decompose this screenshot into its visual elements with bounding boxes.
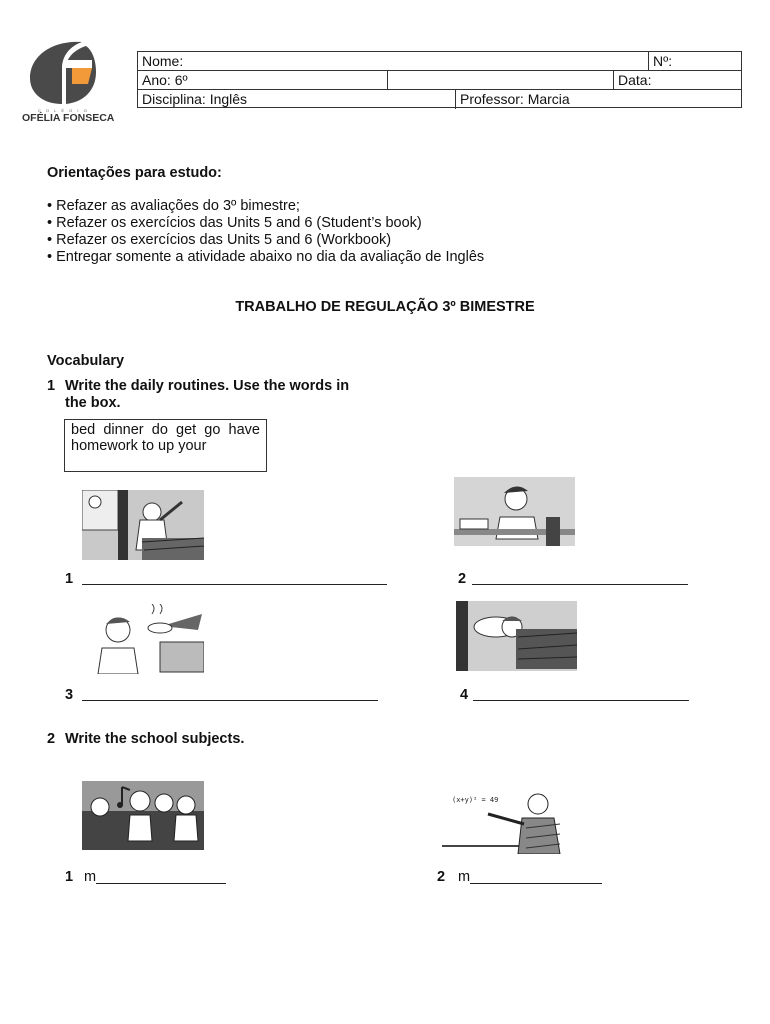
list-item: • Refazer os exercícios das Units 5 and 6 (Workbook)	[47, 232, 392, 248]
answer-prefix: m	[458, 869, 471, 885]
answer-number: 2	[437, 869, 446, 885]
homework-illustration	[454, 477, 575, 546]
subject-answer-line-2[interactable]	[470, 883, 602, 884]
student-info-table	[137, 51, 742, 108]
blank-field[interactable]	[387, 71, 613, 89]
list-item: • Refazer os exercícios das Units 5 and 6 (Student’s book)	[47, 215, 422, 231]
exercise-number: 1	[47, 378, 56, 394]
music-class-illustration	[82, 781, 204, 850]
subject-answer-line-1[interactable]	[96, 883, 226, 884]
list-item: • Entregar somente a atividade abaixo no dia da avaliação de Inglês	[47, 249, 485, 265]
answer-line-2[interactable]	[472, 584, 688, 585]
name-field[interactable]: Nome:	[142, 53, 184, 69]
list-item: • Refazer as avaliações do 3º bimestre;	[47, 198, 300, 214]
answer-prefix: m	[84, 869, 97, 885]
answer-line-4[interactable]	[473, 700, 689, 701]
school-logo	[22, 38, 115, 128]
subject-field: Disciplina: Inglês	[142, 91, 248, 107]
study-guidelines-title: Orientações para estudo:	[47, 165, 222, 181]
date-field[interactable]: Data:	[613, 71, 741, 89]
teacher-field: Professor: Marcia	[455, 90, 741, 109]
answer-number: 2	[458, 571, 467, 587]
answer-number: 4	[460, 687, 469, 703]
section-heading: Vocabulary	[47, 353, 125, 369]
answer-line-3[interactable]	[82, 700, 378, 701]
word-box: bed dinner do get go have homework to up your	[64, 419, 267, 472]
answer-number: 1	[65, 869, 74, 885]
logo-emblem-icon	[22, 38, 102, 108]
number-field[interactable]: Nº:	[648, 52, 741, 70]
exercise-number: 2	[47, 731, 56, 747]
logo-small-text: C O L É G I O	[38, 108, 89, 113]
exercise-instruction: Write the school subjects.	[65, 731, 245, 747]
answer-number: 3	[65, 687, 74, 703]
wake-up-illustration	[82, 490, 204, 560]
study-guidelines-list	[47, 198, 484, 266]
year-field: Ano: 6º	[142, 72, 188, 88]
exercise-instruction: Write the daily routines. Use the words in the box.	[65, 378, 350, 411]
board-formula: (x+y)² = 49	[452, 796, 499, 804]
bed-illustration	[456, 601, 577, 671]
dinner-illustration	[82, 604, 204, 674]
answer-number: 1	[65, 571, 74, 587]
answer-line-1[interactable]	[82, 584, 387, 585]
math-class-illustration	[442, 784, 564, 854]
logo-school-name: OFÉLIA FONSECA	[22, 112, 115, 124]
page-title: TRABALHO DE REGULAÇÃO 3º BIMESTRE	[235, 299, 535, 315]
